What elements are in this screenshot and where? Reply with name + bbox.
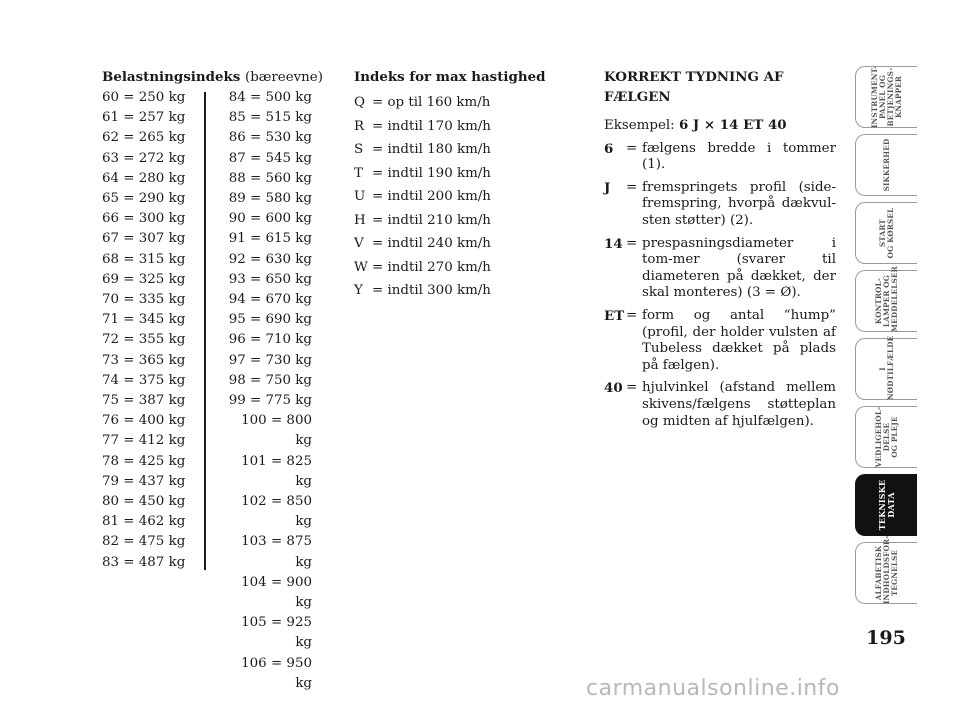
tab-warning-lights[interactable]: [855, 266, 917, 332]
speed-index-row: [354, 256, 554, 280]
speed-index-row: [354, 232, 554, 256]
load-index-entry: 88 = 560 kg: [228, 170, 312, 186]
rim-heading-line2: FÆLGEN: [604, 89, 671, 105]
load-index-entry: 61 = 257 kg: [102, 110, 186, 126]
speed-code: Y: [354, 283, 363, 298]
load-index-entry: 96 = 710 kg: [228, 332, 312, 348]
load-index-entry: 89 = 580 kg: [228, 191, 312, 207]
rim-def-text: fremspringets profil (side-fremspring, hvorpå dækvul-sten støtter) (2).: [642, 179, 836, 228]
rim-def-eq: =: [626, 235, 638, 251]
load-index-entry: 78 = 425 kg: [102, 453, 186, 469]
load-index-entry: 85 = 515 kg: [228, 110, 312, 126]
load-index-heading: [102, 67, 332, 88]
watermark: carmanualsonline.info: [586, 676, 840, 701]
load-index-divider: [204, 92, 206, 570]
speed-index-row: [354, 91, 554, 115]
load-index-entry: 94 = 670 kg: [228, 292, 312, 308]
speed-index-row: [354, 185, 554, 209]
load-index-entry: 86 = 530 kg: [228, 130, 312, 146]
load-index-entry: 95 = 690 kg: [228, 312, 312, 328]
load-index-entry: 72 = 355 kg: [102, 332, 186, 348]
load-index-entry: 73 = 365 kg: [102, 352, 186, 368]
tab-label: I NØDTILFÆLDE: [877, 335, 895, 400]
load-index-entry: 93 = 650 kg: [228, 271, 312, 287]
load-index-entry: 105 = 925 kg: [241, 615, 312, 651]
load-index-right-column: [224, 88, 312, 694]
rim-definition: [604, 236, 836, 302]
load-index-entry: 76 = 400 kg: [102, 413, 186, 429]
rim-heading-line1: KORREKT TYDNING AF: [604, 69, 784, 85]
tab-safety[interactable]: [855, 134, 917, 196]
load-index-entry: 65 = 290 kg: [102, 191, 186, 207]
load-index-entry: 103 = 875 kg: [241, 534, 312, 570]
speed-value: = indtil 240 km/h: [372, 236, 491, 251]
load-index-entry: 97 = 730 kg: [228, 352, 312, 368]
load-index-entry: 101 = 825 kg: [241, 453, 312, 489]
tab-maintenance[interactable]: [855, 406, 917, 468]
load-index-left-column: [102, 88, 185, 573]
speed-code: Q: [354, 95, 365, 110]
section-tabs: [855, 66, 917, 610]
load-index-entry: 104 = 900 kg: [241, 574, 312, 611]
rim-section: [604, 67, 836, 436]
tab-label: TEKNISKE DATA: [876, 479, 896, 531]
rim-example-label: Eksempel:: [604, 118, 675, 133]
rim-def-text: fælgens bredde i tommer (1).: [642, 140, 836, 173]
load-index-entry: 106 = 950 kg: [241, 655, 312, 691]
speed-value: = indtil 270 km/h: [372, 259, 491, 275]
speed-index-row: [354, 162, 554, 186]
rim-def-code: 40: [604, 380, 623, 397]
rim-def-eq: =: [626, 307, 638, 323]
rim-def-code: 6: [604, 140, 614, 157]
load-index-entry: 62 = 265 kg: [102, 130, 186, 146]
load-index-entry: 63 = 272 kg: [102, 150, 186, 166]
load-index-entry: 70 = 335 kg: [102, 292, 186, 308]
speed-index-heading: Indeks for max hastighed: [354, 69, 546, 85]
load-index-entry: 60 = 250 kg: [102, 90, 186, 105]
load-index-entry: 66 = 300 kg: [102, 211, 186, 227]
speed-value: = indtil 210 km/h: [372, 212, 491, 228]
load-index-entry: 92 = 630 kg: [228, 251, 312, 267]
tab-label: ALFABETISK INDHOLDSFOR- TEGNELSE: [873, 535, 899, 604]
tab-emergency[interactable]: [855, 335, 917, 400]
load-index-entry: 100 = 800 kg: [241, 413, 312, 449]
rim-def-code: J: [604, 179, 611, 196]
rim-def-text: hjulvinkel (afstand mellem skivens/fælgens støtteplan og midten af hjulfælgen).: [642, 380, 836, 429]
speed-value: = indtil 170 km/h: [372, 118, 491, 134]
speed-value: = indtil 200 km/h: [372, 189, 491, 204]
tab-label: VEDLIGEHOL- DELSE OG PLEJE: [873, 406, 899, 468]
rim-definition: [604, 180, 836, 230]
speed-code: V: [354, 236, 364, 251]
load-index-entry: 77 = 412 kg: [102, 433, 186, 449]
tab-technical-data[interactable]: [855, 474, 917, 536]
load-index-entry: 83 = 487 kg: [102, 554, 186, 570]
rim-definition: [604, 308, 836, 374]
load-index-entry: 71 = 345 kg: [102, 312, 186, 328]
speed-index-row: [354, 115, 554, 139]
load-index-entry: 69 = 325 kg: [102, 271, 186, 287]
speed-value: = op til 160 km/h: [372, 95, 491, 110]
speed-value: = indtil 180 km/h: [372, 142, 491, 157]
rim-definition: [604, 141, 836, 174]
load-index-entry: 75 = 387 kg: [102, 393, 186, 409]
load-index-entry: 67 = 307 kg: [102, 231, 186, 247]
rim-def-code: ET: [604, 307, 625, 324]
speed-code: W: [354, 259, 368, 275]
speed-value: = indtil 190 km/h: [372, 165, 491, 181]
tab-label: START OG KØRSEL: [877, 207, 895, 259]
speed-index-row: [354, 209, 554, 233]
rim-def-code: 14: [604, 235, 623, 252]
load-index-entry: 84 = 500 kg: [228, 90, 312, 105]
tab-label: INSTRUMENT- PANEL OG BETJENINGS- KNAPPER: [869, 65, 903, 128]
load-index-entry: 74 = 375 kg: [102, 372, 186, 388]
speed-value: = indtil 300 km/h: [372, 283, 491, 298]
tab-alphabetical-index[interactable]: [855, 535, 917, 604]
rim-heading: [604, 67, 836, 107]
speed-code: R: [354, 118, 365, 134]
tab-label: KONTROL- LAMPER OG MEDDELELSER: [873, 266, 899, 332]
load-index-entry: 90 = 600 kg: [228, 211, 312, 227]
speed-index-row: [354, 279, 554, 303]
load-index-entry: 81 = 462 kg: [102, 514, 186, 530]
tab-start-driving[interactable]: [855, 202, 917, 264]
tab-label: SIKKERHED: [881, 138, 891, 192]
speed-code: H: [354, 212, 366, 228]
load-index-entry: 64 = 280 kg: [102, 170, 186, 186]
rim-def-text: form og antal “hump” (profil, der holder vulsten af Tubeless dækket på plads på fælgen).: [642, 307, 836, 373]
rim-def-eq: =: [626, 380, 638, 396]
load-index-heading-bold: Belastningsindeks: [102, 69, 241, 85]
rim-def-eq: =: [626, 179, 638, 195]
load-index-entry: 102 = 850 kg: [241, 494, 312, 530]
page-number: 195: [866, 627, 906, 649]
rim-definition: [604, 380, 836, 430]
rim-def-eq: =: [626, 140, 638, 156]
speed-code: S: [354, 142, 364, 157]
rim-example: [604, 117, 836, 135]
load-index-heading-normal: (bæreevne): [244, 70, 323, 85]
speed-index-row: [354, 138, 554, 162]
load-index-entry: 82 = 475 kg: [102, 534, 186, 550]
load-index-entry: 68 = 315 kg: [102, 251, 186, 267]
tab-instrument-panel[interactable]: [855, 66, 917, 128]
load-index-entry: 91 = 615 kg: [228, 231, 312, 247]
load-index-entry: 98 = 750 kg: [228, 372, 312, 388]
load-index-entry: 99 = 775 kg: [228, 393, 312, 409]
load-index-entry: 87 = 545 kg: [228, 150, 312, 166]
load-index-entry: 79 = 437 kg: [102, 473, 186, 489]
rim-def-text: prespasningsdiameter i tom-mer (svarer til diameteren på dækket, der skal monteres) (3 = Ø).: [642, 235, 836, 301]
load-index-entry: 80 = 450 kg: [102, 494, 186, 510]
speed-code: U: [354, 189, 366, 204]
speed-code: T: [354, 165, 363, 181]
speed-index-section: [354, 67, 554, 303]
rim-example-value: 6 J × 14 ET 40: [678, 117, 787, 133]
